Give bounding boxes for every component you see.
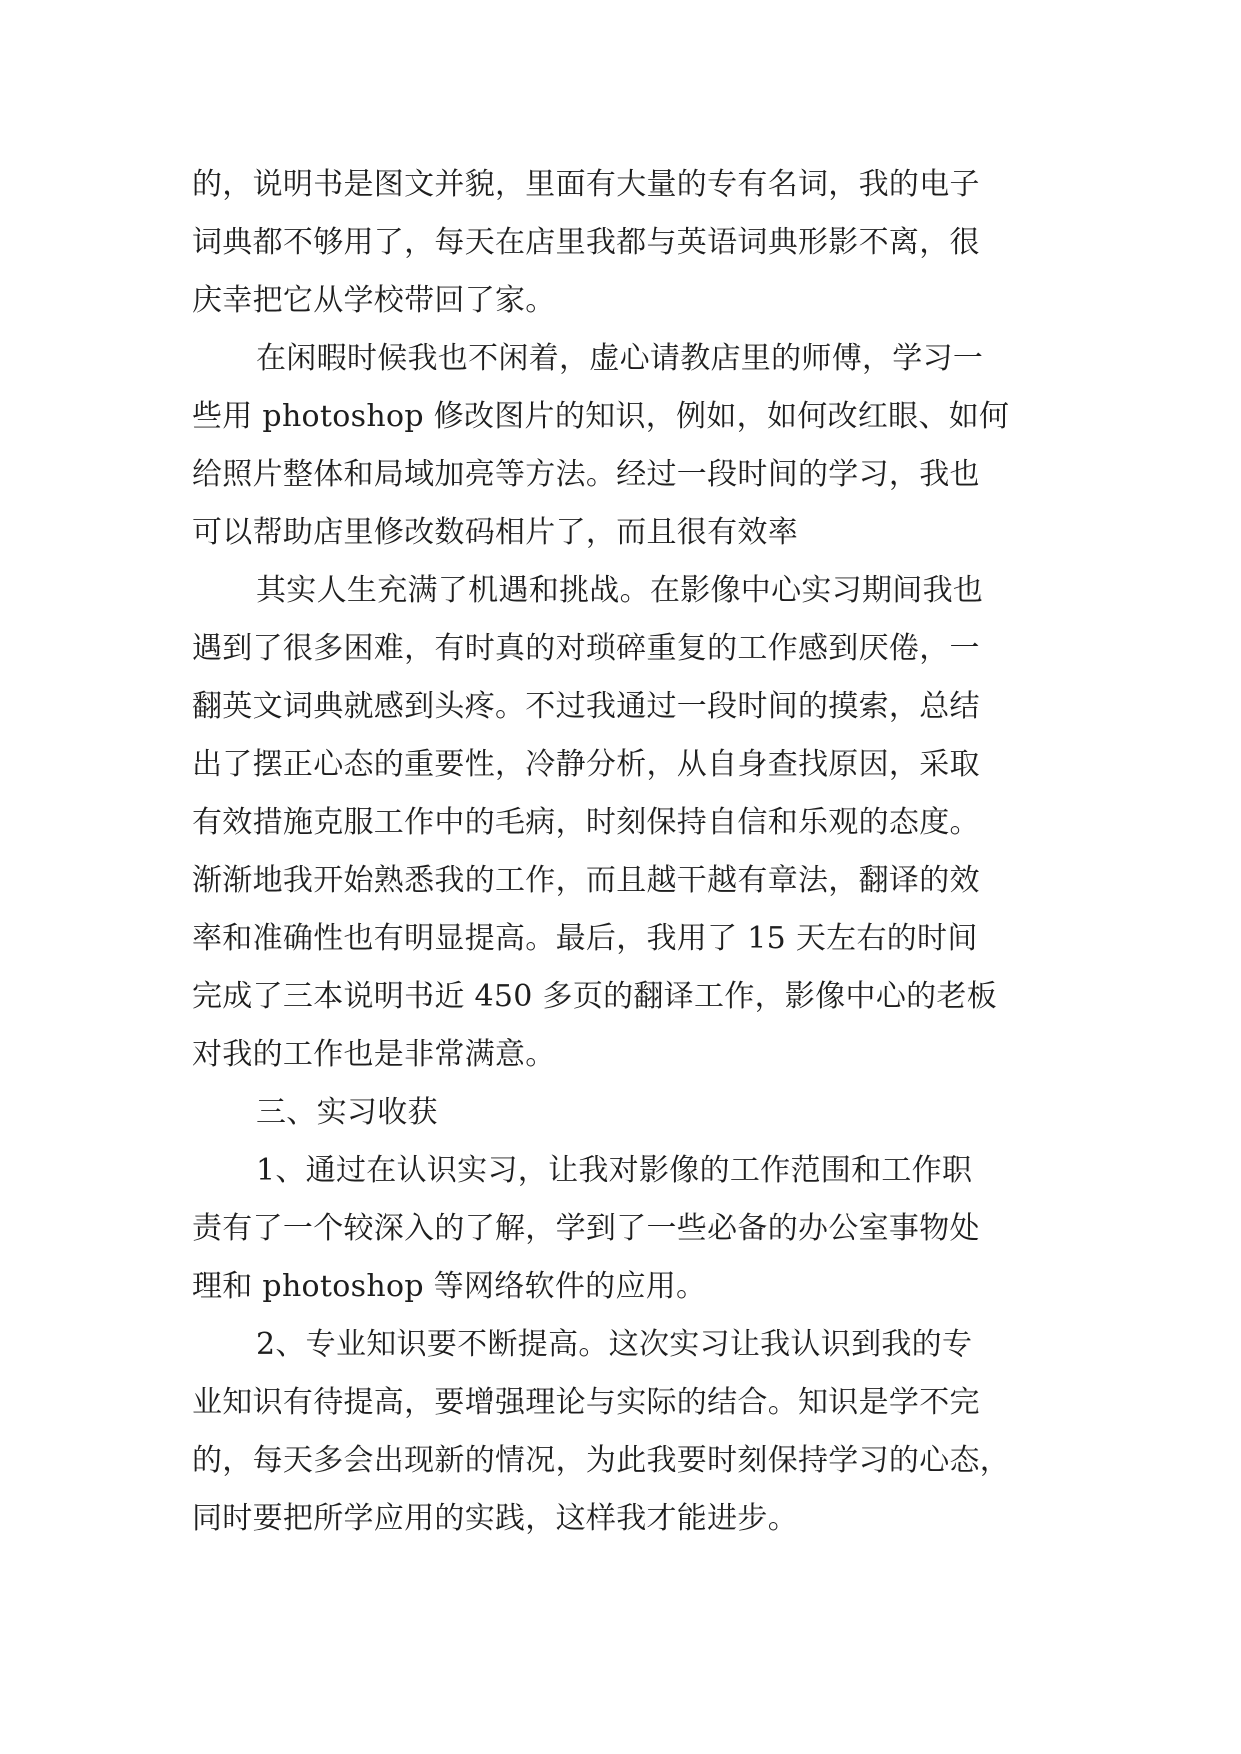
- text-line: 渐渐地我开始熟悉我的工作，而且越干越有章法，翻译的效: [192, 863, 980, 898]
- text-line: 同时要把所学应用的实践，这样我才能进步。: [192, 1501, 798, 1536]
- text-line: 给照片整体和局域加亮等方法。经过一段时间的学习，我也: [192, 457, 980, 492]
- text-line: 对我的工作也是非常满意。: [192, 1037, 556, 1072]
- text-line: 的，说明书是图文并貌，里面有大量的专有名词，我的电子: [192, 167, 980, 202]
- text-line: 遇到了很多困难，有时真的对琐碎重复的工作感到厌倦，一: [192, 631, 980, 666]
- paragraph-start-line: 2、专业知识要不断提高。这次实习让我认识到我的专: [256, 1327, 973, 1362]
- paragraph-start-line: 1、通过在认识实习，让我对影像的工作范围和工作职: [256, 1153, 973, 1188]
- text-line: 些用 photoshop 修改图片的知识，例如，如何改红眼、如何: [192, 399, 1010, 434]
- text-line: 责有了一个较深入的了解，学到了一些必备的办公室事物处: [192, 1211, 980, 1246]
- text-line: 率和准确性也有明显提高。最后，我用了 15 天左右的时间: [192, 921, 978, 956]
- text-line: 词典都不够用了，每天在店里我都与英语词典形影不离，很: [192, 225, 980, 260]
- text-line: 出了摆正心态的重要性，冷静分析，从自身查找原因，采取: [192, 747, 980, 782]
- text-line: 可以帮助店里修改数码相片了，而且很有效率: [192, 515, 798, 550]
- text-line: 翻英文词典就感到头疼。不过我通过一段时间的摸索，总结: [192, 689, 980, 724]
- text-line: 的，每天多会出现新的情况，为此我要时刻保持学习的心态，: [192, 1443, 1011, 1478]
- paragraph-start-line: 在闲暇时候我也不闲着，虚心请教店里的师傅，学习一: [256, 341, 984, 376]
- text-line: 完成了三本说明书近 450 多页的翻译工作，影像中心的老板: [192, 979, 998, 1014]
- text-line: 有效措施克服工作中的毛病，时刻保持自信和乐观的态度。: [192, 805, 980, 840]
- paragraph-start-line: 其实人生充满了机遇和挑战。在影像中心实习期间我也: [256, 573, 984, 608]
- text-line: 业知识有待提高，要增强理论与实际的结合。知识是学不完: [192, 1385, 980, 1420]
- section-heading: 三、实习收获: [256, 1095, 438, 1130]
- text-line: 庆幸把它从学校带回了家。: [192, 283, 556, 318]
- text-line: 理和 photoshop 等网络软件的应用。: [192, 1269, 707, 1304]
